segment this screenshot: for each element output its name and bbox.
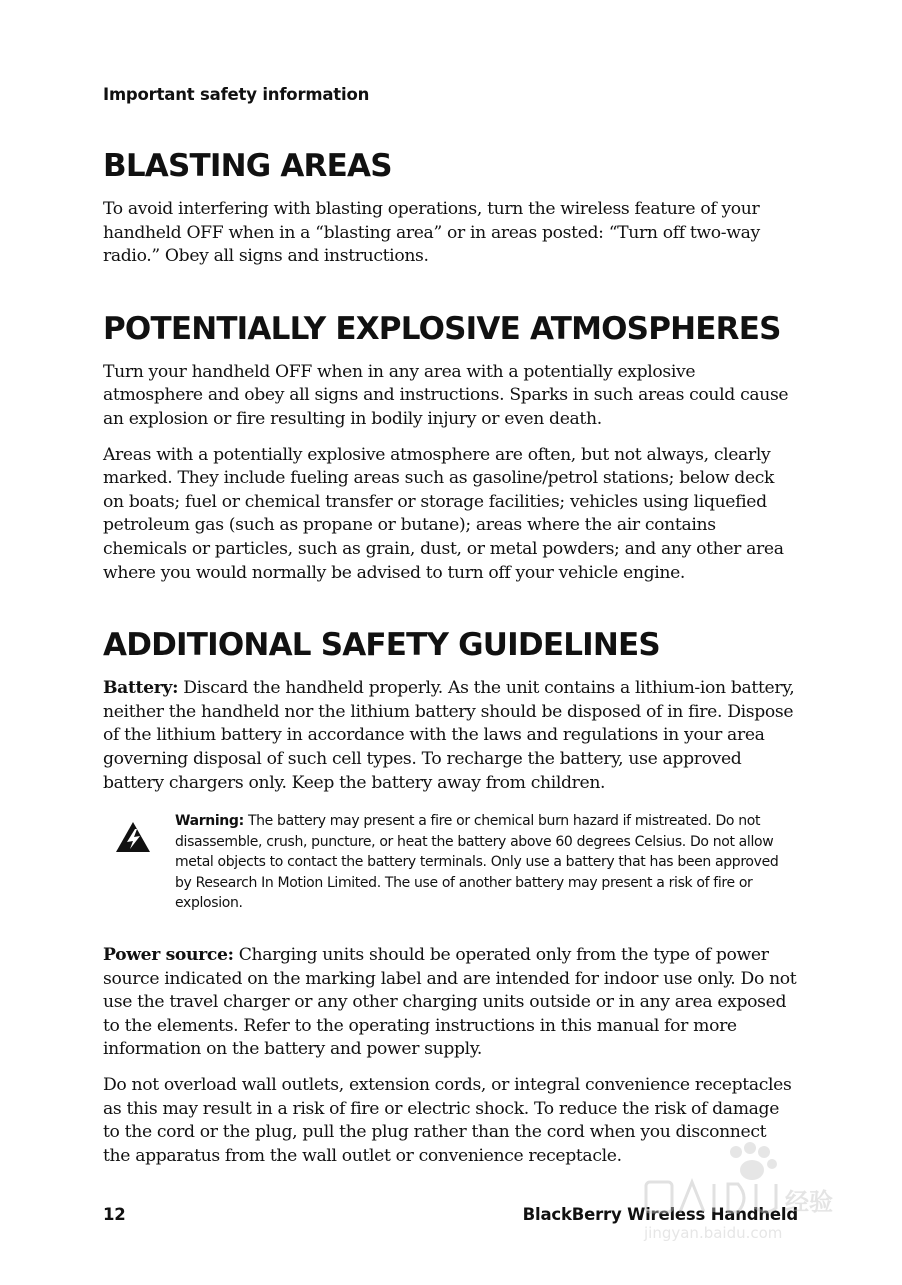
spacer	[103, 597, 798, 623]
watermark-logo	[640, 1138, 860, 1280]
spacer	[103, 281, 798, 307]
section-title: ADDITIONAL SAFETY GUIDELINES	[103, 627, 660, 664]
baidu-watermark	[640, 1138, 860, 1280]
running-header: Important safety information	[103, 85, 370, 104]
svg-text:jingyan.baidu.com: jingyan.baidu.com	[644, 1224, 783, 1242]
warning-lead: Warning:	[175, 813, 244, 830]
section-title: BLASTING AREAS	[103, 148, 392, 184]
power-source-lead: Power source:	[103, 945, 234, 966]
svg-text:经验: 经验	[785, 1188, 833, 1216]
warning-note	[103, 811, 798, 914]
paragraph: To avoid interfering with blasting operations, turn the wireless feature of your handheld OFF when in a “blasting area” or in areas posted: “Turn off two-way radio.” Obey all signs and instructions.	[103, 199, 760, 267]
paragraph: Areas with a potentially explosive atmosphere are often, but not always, clearly marked. They include fueling areas such as gasoline/petrol stations; below deck on boats; fuel or chemical transfer or storage facilities; vehicles using liquefied petroleum gas (such as propane or butane); areas where the air contains chemicals or particles, such as grain, dust, or metal powders; and any other area where you would normally be advised to turn off your vehicle engine.	[103, 444, 784, 583]
section-explosive-atmospheres	[103, 307, 798, 585]
book-title: BlackBerry Wireless Handheld	[522, 1205, 798, 1224]
warning-body: The battery may present a fire or chemical burn hazard if mistreated. Do not disassemble, crush, puncture, or heat the battery above 60 degrees Celsius. Do not allow metal objects to contact the battery terminals. Only use a battery that has been approved by Research In Motion Limited. The use of another battery may present a risk of fire or explosion.	[175, 813, 779, 912]
page-content	[103, 144, 798, 1180]
high-voltage-warning-icon	[103, 811, 175, 914]
section-title: POTENTIALLY EXPLOSIVE ATMOSPHERES	[103, 310, 781, 347]
document-page	[103, 0, 798, 1280]
section-additional-safety-guidelines	[103, 623, 798, 1168]
power-source-text: Charging units should be operated only from the type of power source indicated on the marking label and are intended for indoor use only. Do not use the travel charger or any other charging units outside or in any area exposed to the elements. Refer to the operating instructions in this manual for more information on the battery and power supply.	[103, 945, 797, 1060]
outlets-paragraph: Do not overload wall outlets, extension cords, or integral convenience receptacles as this may result in a risk of fire or electric shock. To reduce the risk of damage to the cord or the plug, pull the plug rather than the cord when you disconnect the apparatus from the wall outlet or convenience receptacle.	[103, 1075, 792, 1166]
power-source-paragraph	[103, 944, 798, 1062]
section-blasting-areas	[103, 144, 798, 269]
paragraph: Turn your handheld OFF when in any area with a potentially explosive atmosphere and obey all signs and instructions. Sparks in such areas could cause an explosion or fire resulting in bodily injury or even death.	[103, 361, 789, 429]
page-number: 12	[103, 1205, 126, 1224]
battery-lead: Battery:	[103, 678, 179, 699]
warning-text	[175, 811, 798, 914]
battery-text: Discard the handheld properly. As the unit contains a lithium-ion battery, neither the handheld nor the lithium battery should be disposed of in fire. Dispose of the lithium battery in accordance with the laws and regulations in your area governing disposal of such cell types. To recharge the battery, use approved battery chargers only. Keep the battery away from children.	[103, 678, 795, 793]
battery-paragraph	[103, 677, 798, 795]
